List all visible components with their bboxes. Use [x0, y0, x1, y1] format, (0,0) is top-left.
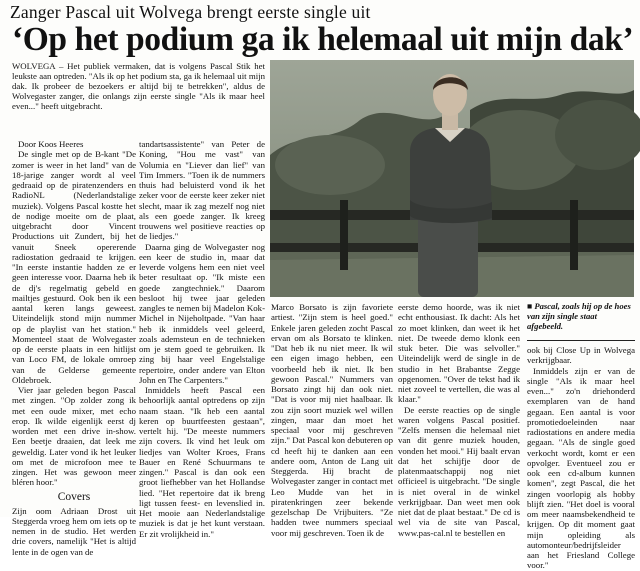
- photo-caption-text: Pascal, zoals hij op de hoes van zijn single staat afgebeeld.: [527, 301, 631, 331]
- photo-caption: [527, 301, 635, 331]
- article-column-4: [398, 302, 520, 538]
- article-column-1: [12, 139, 136, 557]
- article-paragraph: De single met op de B-kant "De zomer is weer in het land" van de 18-jarige zanger wordt al veel gedraaid op de piratenzenders en RadioNL (Nederlandstalige muziek). Volgens Pascal kostte het de nodige moeite om de plaat, uitgebracht door Vincent Productions uit Zundert, bij het vanuit Sneek opererende radiostation gedraaid te krijgen. "In eerste instantie hadden ze er geen interesse voor. Daarna heb ik de dj's regelmatig gebeld en mailtjes gestuurd. Ook ben ik een aantal keren langs geweest. Uiteindelijk stond mijn nummer op de playlist van het station." Momenteel staat de Wolvegaster op de eerste plaats in een hitlijst van Loco FM, de lokale omroep van de Gelderse gemeente Oldebroek.: [12, 149, 136, 385]
- article-paragraph: Zijn oom Adriaan Drost uit Steggerda vroeg hem om iets op te nemen in de studio. Het werden drie covers, namelijk "Het is altijd lente in de ogen van de: [12, 505, 136, 557]
- article-subhead: Covers: [57, 490, 91, 503]
- article-headline: ‘Op het podium ga ik helemaal uit mijn dak’: [12, 21, 634, 58]
- article-column-5: [527, 345, 635, 571]
- article-paragraph: Daarna ging de Wolvegaster nog een keer de studio in, maar dat leverde volgens hem een niet veel beter resultaat op. "Ik miste een goede zangtechniek." Daarom besloot hij twee jaar geleden zangles te nemen bij Madelon Kok-Michel in Nijeholtpade. "Van haar heb ik inmiddels veel geleerd, zoals ademsteun en de technieken om je stem goed te gebruiken. Ik zing bij haar veel Engelstalige repertoire, onder andere van Elton John en The Carpenters.": [139, 241, 265, 385]
- article-column-2: [139, 139, 265, 539]
- article-paragraph: ook bij Close Up in Wolvega verkrijgbaar.: [527, 345, 635, 366]
- article-intro: WOLVEGA – Het publiek vermaken, dat is volgens Pascal Stik het leukste aan optreden. "Als ik op het podium sta, ga ik helemaal uit mijn dak. Ik probeer de bezoekers er altijd bij te betrekken", aldus de Wolvegaster zanger, die onlangs zijn eerste single "Als ik maar heel even..." heeft uitgebracht.: [12, 61, 265, 112]
- article-column-3: [271, 302, 393, 538]
- article-paragraph: eerste demo hoorde, was ik niet echt enthousiast. Ik dacht: Als het zo moet klinken, dan weet ik het niet. De tweede demo klonk een stuk beter. Die was selvoller." Uiteindelijk werd de single in de studio in het Brabantse Zegge opgenomen. "Over de tekst had ik niet zoveel te vertellen, die was al klaar.": [398, 302, 520, 405]
- article-byline: Door Koos Heeres: [18, 139, 84, 149]
- article-photo: [270, 60, 634, 297]
- article-paragraph: Inmiddels heeft Pascal een behoorlijk aantal optredens op zijn naam staan. "Ik heb een aantal keren op buurtfeesten gestaan", vertelt hij. "De meeste nummers zijn covers. Ik vind het leuk om liedjes van Wolter Kroes, Frans Bauer en René Schuurmans te zingen." Pascal is dan ook een groot liefhebber van het Hollandse lied. "Het repertoire dat ik breng ligt tussen feest- en levenslied in. Het mooie aan Nederlandstalige muziek is dat je het kunt verstaan. Er zit vrolijkheid in.": [139, 385, 265, 539]
- article-paragraph: Vier jaar geleden begon Pascal met zingen. "Op zolder zong ik met een oude mixer, met echo erop. Ik wilde eigenlijk eerst dj worden met een drive in-show. Een beetje draaien, dat leek me geweldig. Later vond ik het leuker om met de microfoon mee te zingen. Het was gewoon meer bléren hoor.": [12, 385, 136, 488]
- article-paragraph: tandartsassistente" van Peter de Koning, "Hou me vast" van Volumia en "Liever dan lief" van Tim Immers. "Toen ik de nummers thuis had beluisterd vond ik het zeker voor de eerste keer zeker niet slecht, maar ik zag mezelf nog niet als een goede zanger. Ik kreeg trouwens wel positieve reacties op de liedjes.": [139, 139, 265, 242]
- article-paragraph: Marco Borsato is zijn favoriete artiest. "Zijn stem is heel goed." Enkele jaren geleden zocht Pascal ervan om als Borsato te klinken. "Dat heb ik nu niet meer. Ik wil een eigen imago hebben, een voorbeeld heb ik niet. Ik ben gewoon Pascal." Nummers van Borsato zingt hij dan ook niet. "Dat is voor mij niet haalbaar. Ik zou zijn soort muziek wel willen zingen, maar dan moet het speciaal voor mij geschreven zijn." Dat Pascal kon debuteren op cd heeft hij te danken aan een andere oom, Anton de Lang uit Steggerda. Hij bracht de Wolvegaster zanger in contact met Leo Mudde van het in piratenkringen zeer bekende gezelschap De Vrijbuiters. "Ze hadden twee nummers speciaal voor mij geschreven. Toen ik de: [271, 302, 393, 538]
- caption-divider: [527, 340, 635, 341]
- person-icon: [270, 60, 634, 297]
- article-paragraph: De eerste reacties op de single waren volgens Pascal positief. "Zelfs mensen die helemaal niet van dit genre muziek houden, vonden het mooi." Hij baalt ervan dat het schijfje door de platenmaatschappij nog niet officieel is uitgebracht. "De single is niet overal in de winkel verkrijgbaar. Dan weet men ook niet dat de plaat bestaat." De cd is wel via de site van Pascal, www.pas-cal.nl te bestellen en: [398, 404, 520, 538]
- article-paragraph: Inmiddels zijn er van de single "Als ik maar heel even..." zo'n driehonderd exemplaren van de hand gegaan. Een aantal is voor promotiedoeleinden naar radiostations en andere media gegaan. "Als de single goed verkocht wordt, komt er een opvolger. Eventueel zou er ook een cd-album kunnen komen", zegt Pascal, die het zingen voorlopig als hobby blijft zien. "Het doel is vooral om meer naamsbekendheid te krijgen. Op dit moment gaat mijn opleiding als automonteur/bedrijfsleider aan het Friesland College voor.": [527, 365, 635, 571]
- article-kicker: Zanger Pascal uit Wolvega brengt eerste single uit: [10, 2, 371, 22]
- bullet-icon: ■: [527, 301, 535, 311]
